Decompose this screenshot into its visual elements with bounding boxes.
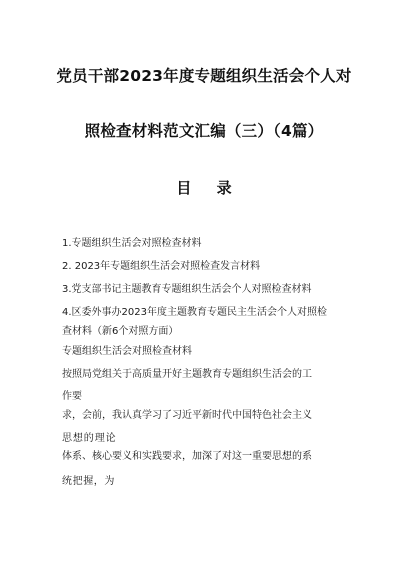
body-text-line: 求，会前，我认真学习了习近平新时代中国特色社会主义 [62, 410, 312, 421]
toc-item-3: 3.党支部书记主题教育专题组织生活会个人对照检查材料 [62, 284, 312, 295]
body-text-line: 按照局党组关于高质量开好主题教育专题组织生活会的工 [62, 369, 312, 380]
body-text-line: 统把握，为 [62, 476, 115, 487]
body-text-line: 思想的理论 [62, 433, 117, 444]
document-title-line-2: 照检查材料范文汇编（三）（4篇） [84, 122, 324, 140]
toc-item-4: 4.区委外事办2023年度主题教育专题民主生活会个人对照检 [62, 307, 327, 318]
body-text-line: 体系、核心要义和实践要求，加深了对这一重要思想的系 [62, 451, 312, 462]
toc-heading: 目 录 [176, 179, 242, 197]
toc-item-4-continued: 查材料（新6个对照方面） [62, 326, 179, 337]
toc-item-1: 1.专题组织生活会对照检查材料 [62, 238, 202, 249]
body-text-line: 作要 [62, 391, 82, 402]
document-title-line-1: 党员干部2023年度专题组织生活会个人对 [56, 67, 352, 85]
section-heading: 专题组织生活会对照检查材料 [62, 346, 192, 357]
toc-item-2: 2. 2023年专题组织生活会对照检查发言材料 [62, 261, 261, 272]
